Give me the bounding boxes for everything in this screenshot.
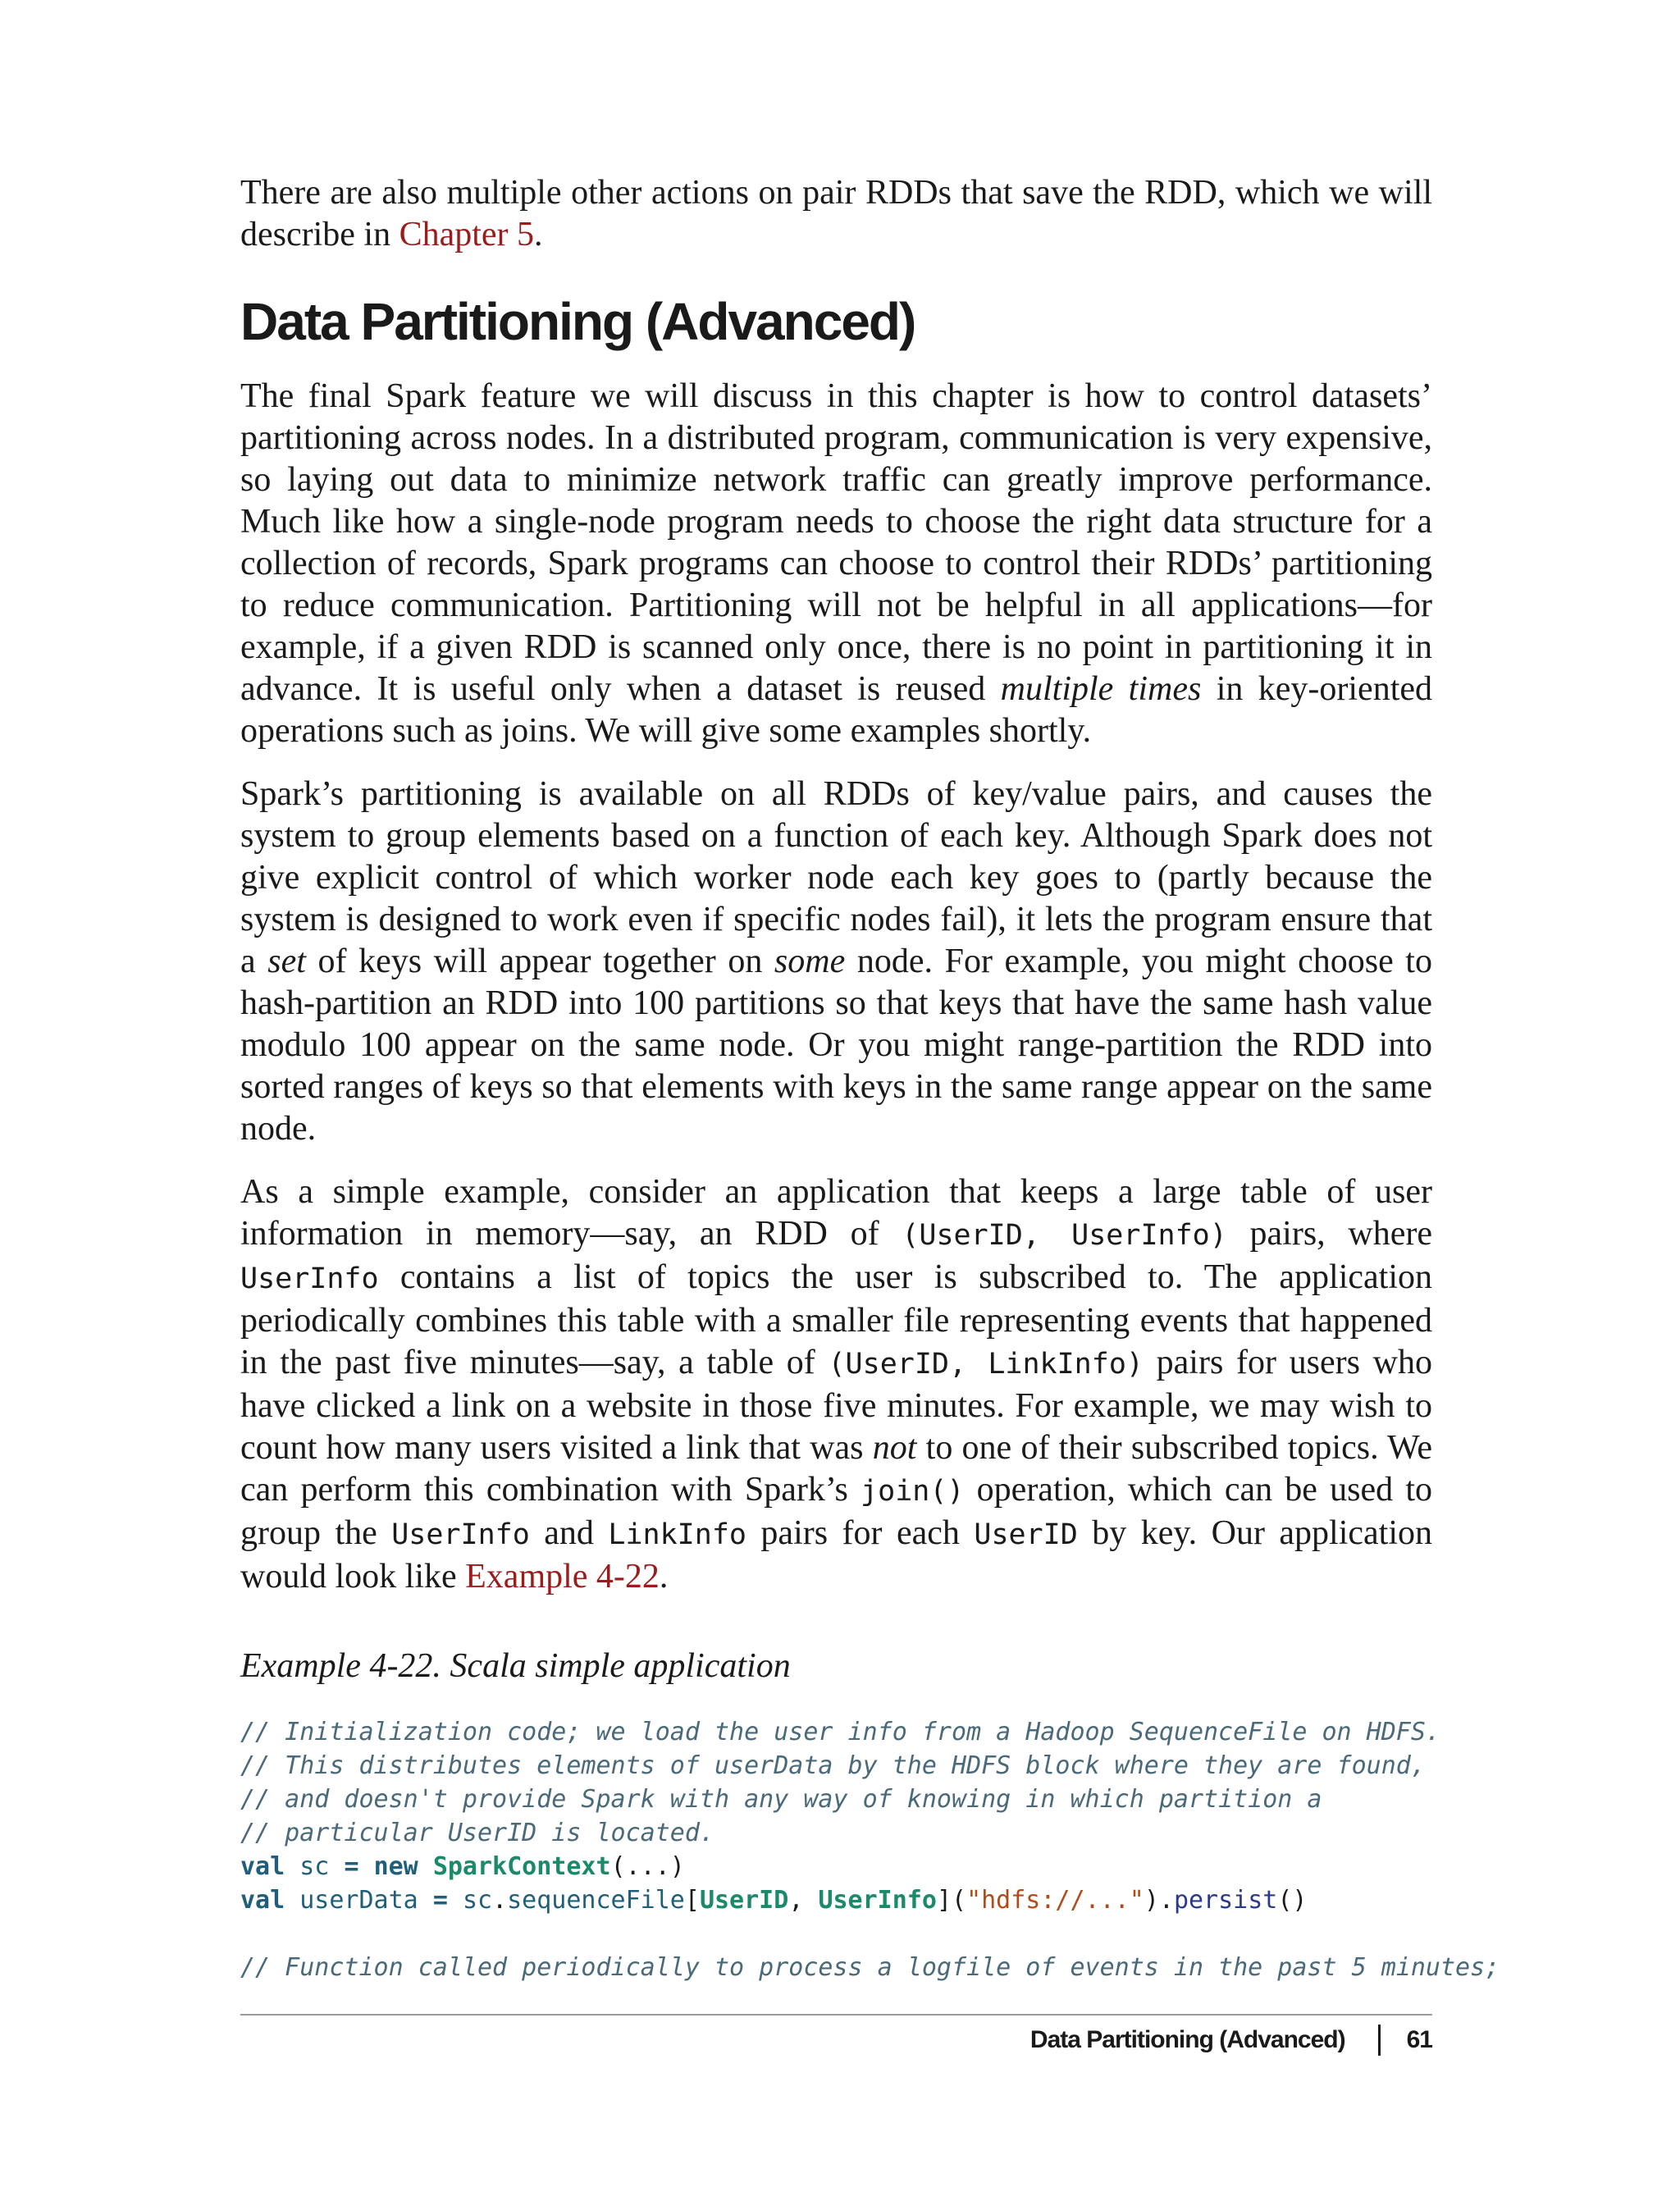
paragraph-2: Spark’s partitioning is available on all RDDs of key/value pairs, and causes the system to group elements based on a function of each key. Although Spark does not give explicit control of which worker node each key goes to (partly because the system is designed to work even if specific nodes fail), it lets the program ensure that a set of keys will appear together on some node. For example, you might choose to hash-partition an RDD into 100 partitions so that keys that have the same hash value modulo 100 appear on the same node. Or you might range-partition the RDD into sorted ranges of keys so that elements with keys in the same range appear on the same node.	[240, 775, 1432, 1148]
example-4-22-link[interactable]: Example 4-22	[465, 1558, 660, 1596]
page-footer	[1030, 2025, 1432, 2056]
footer-separator	[1378, 2025, 1381, 2056]
section-title: Data Partitioning (Advanced)	[240, 292, 915, 351]
code-comment: // and doesn't provide Spark with any way of knowing in which partition a	[240, 1785, 1322, 1814]
code-comment: // Initialization code; we load the user info from a Hadoop SequenceFile on HDFS.	[240, 1718, 1440, 1746]
footer-section-title: Data Partitioning (Advanced)	[1029, 2026, 1345, 2053]
paragraph-3: As a simple example, consider an application that keeps a large table of user information in memory—say, an RDD of (UserID, UserInfo) pairs, where UserInfo contains a list of topics the user is subscribed to. The application periodically combines this table with a smaller file representing events that happened in the past five minutes—say, a table of (UserID, LinkInfo) pairs for users who have clicked a link on a website in those five minutes. For example, we may wish to count how many users visited a link that was not to one of their subscribed topics. We can perform this combination with Spark’s join() operation, which can be used to group the UserInfo and LinkInfo pairs for each UserID by key. Our application would look like Example 4-22.	[240, 1173, 1433, 1596]
code-comment: // This distributes elements of userData by the HDFS block where they are found,	[240, 1751, 1426, 1780]
code-comment: // particular UserID is located.	[240, 1819, 714, 1847]
page-content	[240, 172, 1500, 1984]
code-comment: // Function called periodically to process a logfile of events in the past 5 minutes;	[240, 1953, 1500, 1982]
chapter-5-link[interactable]: Chapter 5	[399, 216, 535, 253]
intro-paragraph: There are also multiple other actions on pair RDDs that save the RDD, which we will describe in Chapter 5.	[240, 174, 1432, 253]
paragraph-1: The final Spark feature we will discuss in this chapter is how to control datasets’ partitioning across nodes. In a distributed program, communication is very expensive, so laying out data to minimize network traffic can greatly improve performance. Much like how a single-node program needs to choose the right data structure for a collection of records, Spark programs can choose to control their RDDs’ partitioning to reduce communication. Partitioning will not be helpful in all applications—for example, if a given RDD is scanned only once, there is no point in partitioning it in advance. It is useful only when a dataset is reused multiple times in key-oriented operations such as joins. We will give some examples shortly.	[240, 377, 1432, 750]
page-number: 61	[1406, 2026, 1432, 2053]
example-caption: Example 4-22. Scala simple application	[240, 1647, 791, 1685]
footer-divider	[240, 2014, 1432, 2016]
code-block: // Initialization code; we load the user info from a Hadoop SequenceFile on HDFS. // This distributes elements of userData by the HDFS block where they are found, // and doesn't provide Spark with any way of knowing in which partition a // particular UserID is located. val sc = new SparkContext(...) val userData = sc.sequenceFile[UserID, UserInfo]("hdfs://...").persist() // Function called periodically to process a logfile of events in the past 5 minutes;	[240, 1718, 1500, 1982]
